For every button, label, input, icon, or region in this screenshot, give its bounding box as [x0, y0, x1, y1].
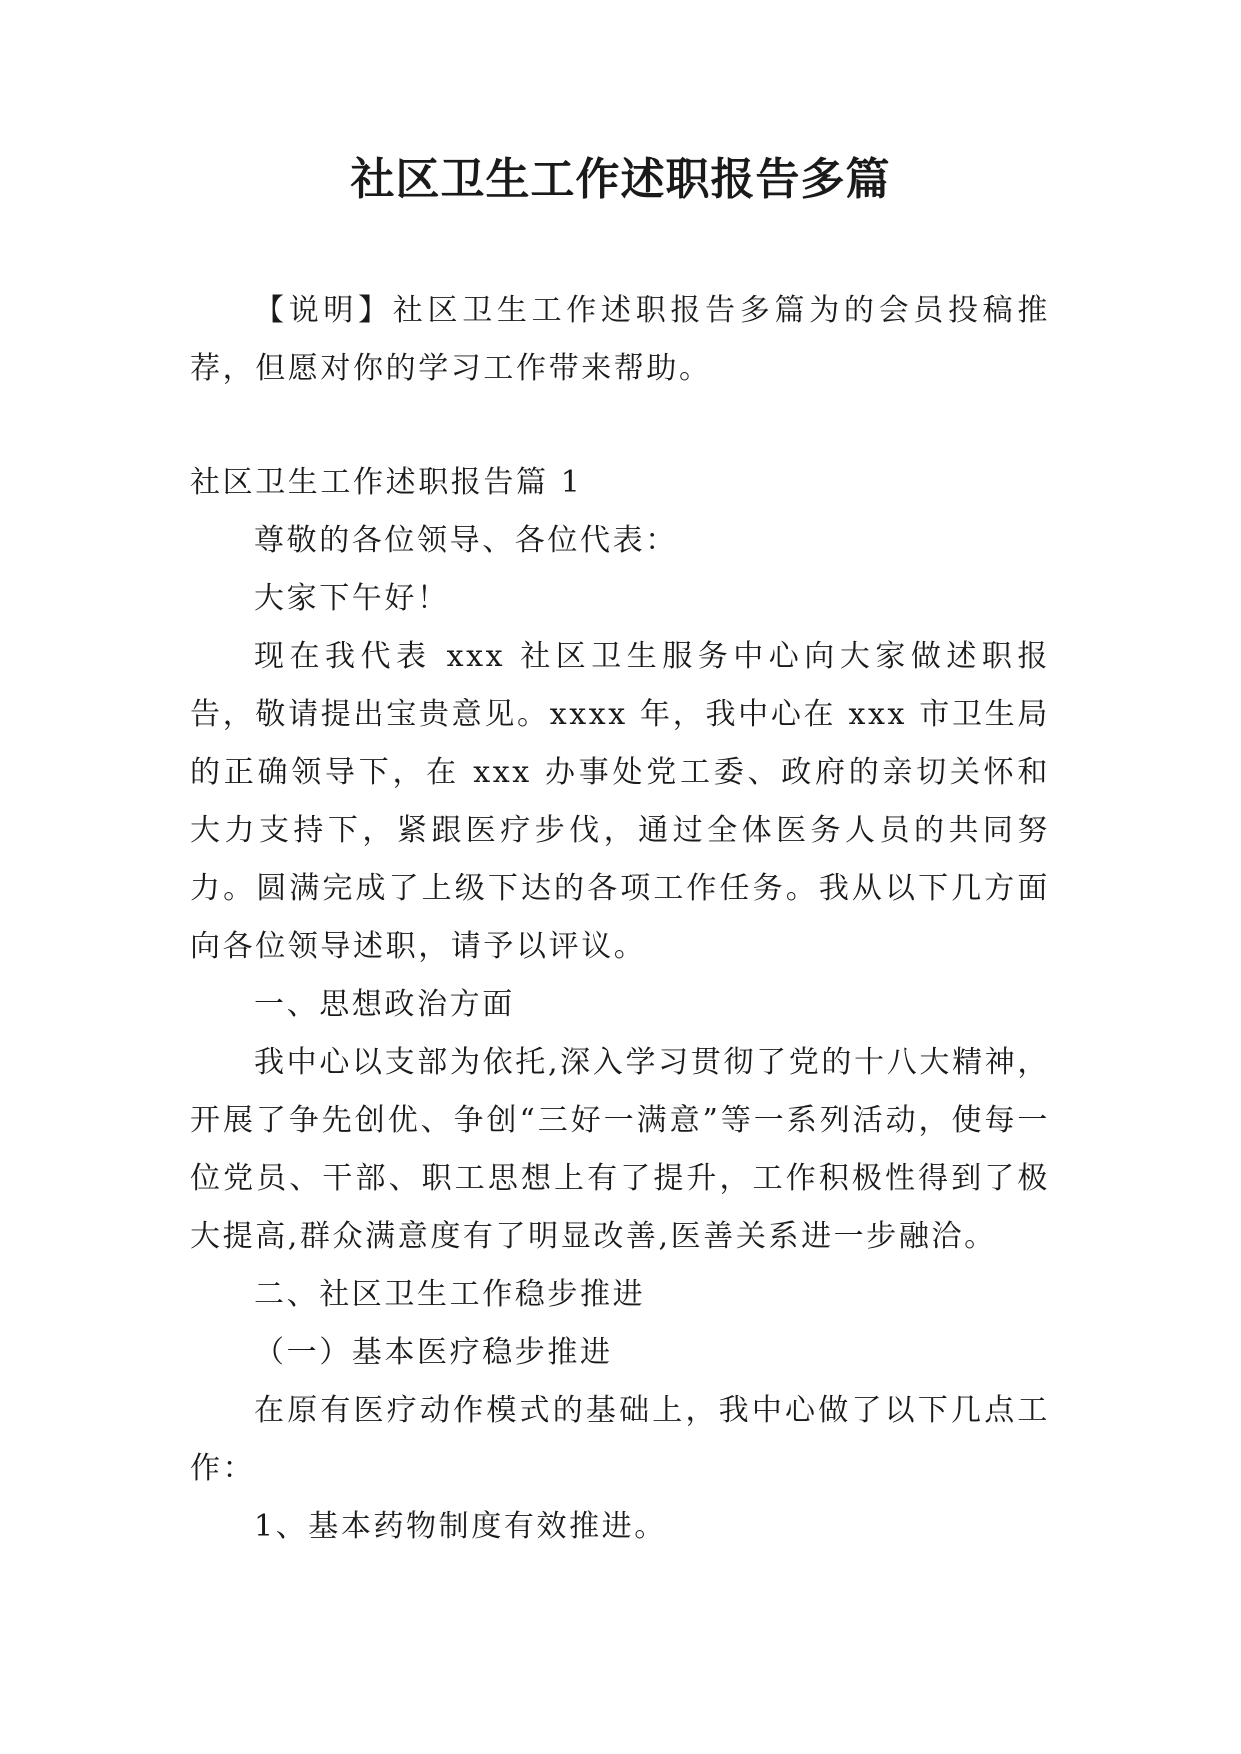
basic-medical-paragraph: 在原有医疗动作模式的基础上，我中心做了以下几点工作：	[190, 1393, 1050, 1486]
subheading-political: 一、思想政治方面	[254, 987, 515, 1022]
list-item-1: 1、基本药物制度有效推进。	[254, 1509, 667, 1544]
document-title: 社区卫生工作述职报告多篇	[350, 154, 891, 205]
subheading-community-health: 二、社区卫生工作稳步推进	[254, 1277, 646, 1312]
subheading-basic-medical: （一）基本医疗稳步推进	[254, 1335, 613, 1370]
opening-paragraph: 现在我代表 xxx 社区卫生服务中心向大家做述职报告，敬请提出宝贵意见。xxxx 年，我中心在 xxx 市卫生局的正确领导下，在 xxx 办事处党工委、政府的亲切关怀和大力支持下，紧跟医疗步伐，通过全体医务人员的共同努力。圆满完成了上级下达的各项工作任务。我从以下几方面向各位领导述职，请予以评议。	[190, 639, 1050, 964]
political-paragraph: 我中心以支部为依托,深入学习贯彻了党的十八大精神，开展了争先创优、争创“三好一满意”等一系列活动，使每一位党员、干部、职工思想上有了提升，工作积极性得到了极大提高,群众满意度有了明显改善,医善关系进一步融洽。	[190, 1045, 1050, 1254]
section-heading: 社区卫生工作述职报告篇 1	[190, 465, 583, 500]
greeting: 大家下午好！	[254, 581, 450, 616]
salutation: 尊敬的各位领导、各位代表：	[254, 523, 678, 558]
intro-note: 【说明】社区卫生工作述职报告多篇为的会员投稿推荐，但愿对你的学习工作带来帮助。	[190, 293, 1050, 386]
document-body	[190, 282, 1050, 1556]
